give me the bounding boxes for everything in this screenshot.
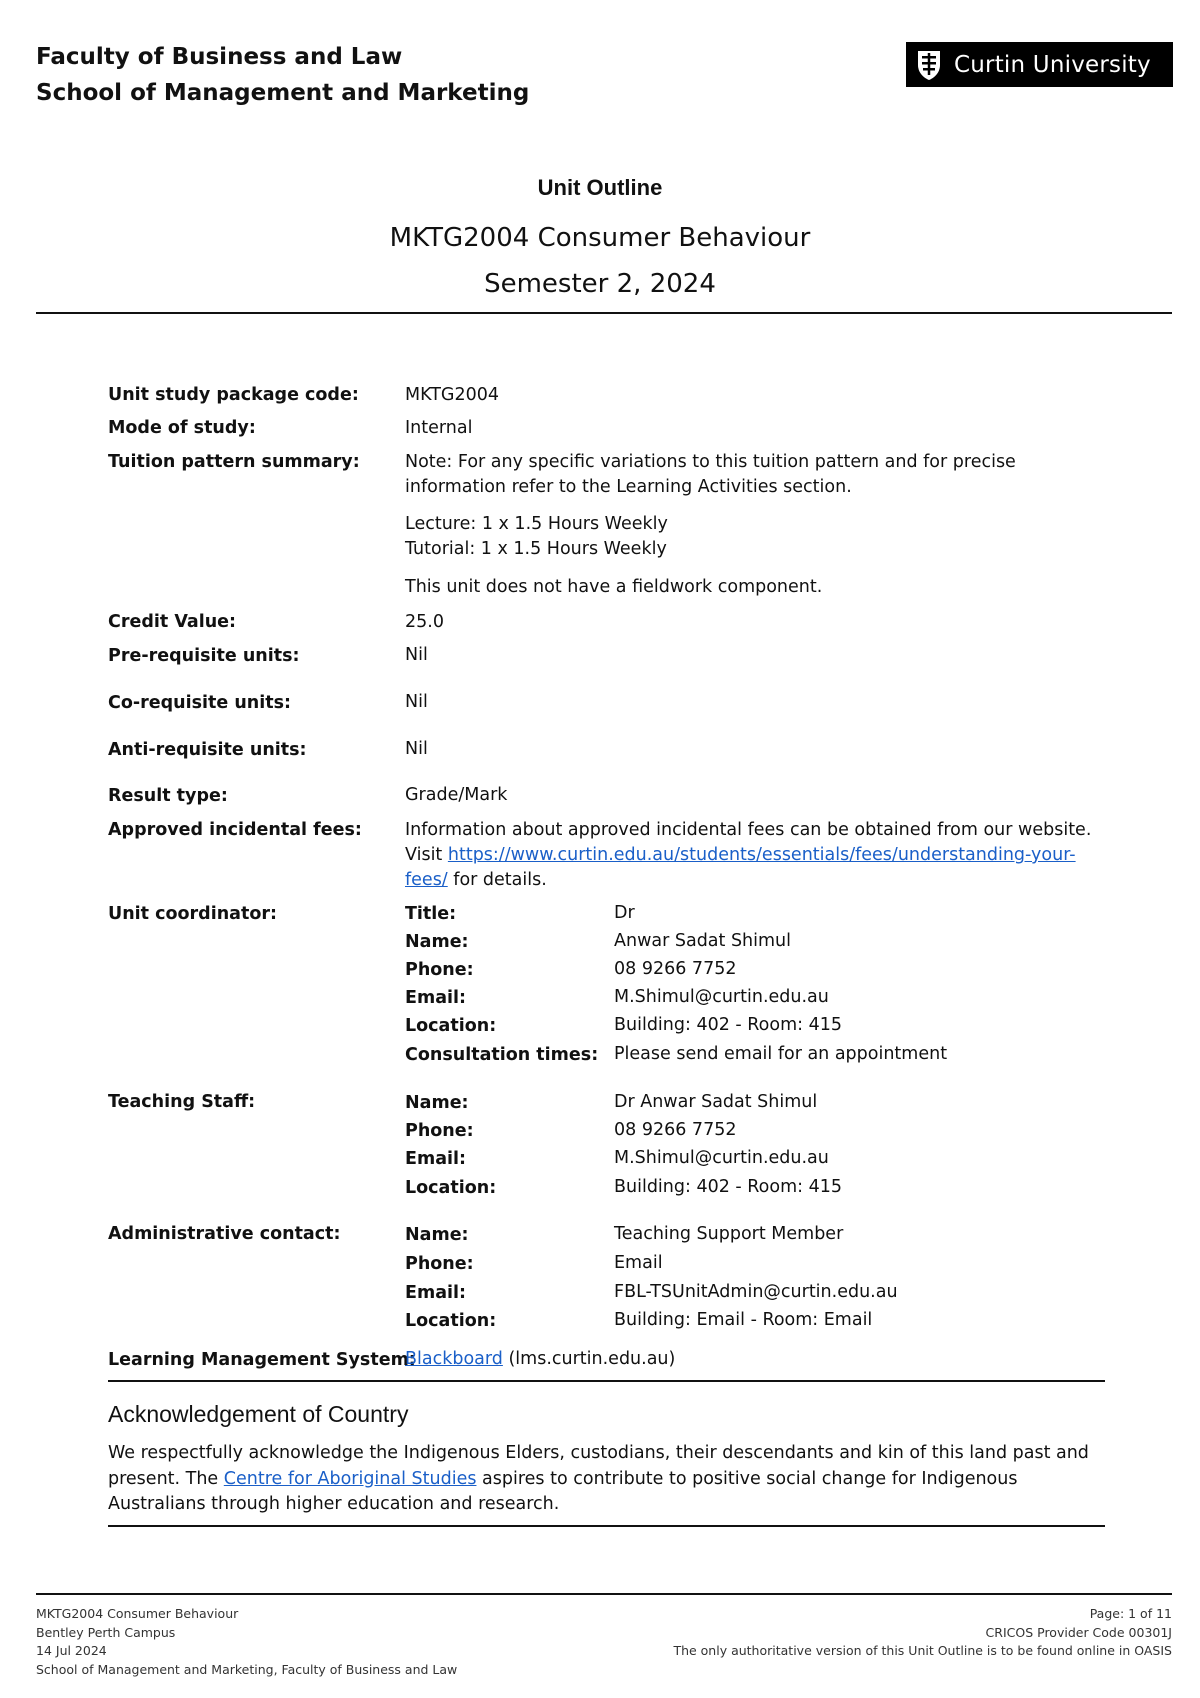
footer-authoritative: The only authoritative version of this Unit Outline is to be found online in OASIS <box>673 1643 1172 1658</box>
teaching-location-label: Location: <box>405 1178 497 1198</box>
admin-email: FBL-TSUnitAdmin@curtin.edu.au <box>614 1282 898 1302</box>
teaching-location: Building: 402 - Room: 415 <box>614 1177 842 1197</box>
lms-tail: (lms.curtin.edu.au) <box>508 1349 676 1369</box>
admin-location-label: Location: <box>405 1311 497 1331</box>
package-code-label: Unit study package code: <box>108 385 359 405</box>
footer-right <box>673 1605 1172 1661</box>
fees-link[interactable]: https://www.curtin.edu.au/students/essentials/fees/understanding-your-fees/ <box>405 845 1076 890</box>
teaching-name: Dr Anwar Sadat Shimul <box>614 1092 818 1112</box>
mode-label: Mode of study: <box>108 418 256 438</box>
coordinator-title-label: Title: <box>405 904 457 924</box>
coordinator-location: Building: 402 - Room: 415 <box>614 1015 842 1035</box>
coreq-label: Co-requisite units: <box>108 693 292 713</box>
coordinator-location-label: Location: <box>405 1016 497 1036</box>
admin-phone-label: Phone: <box>405 1254 474 1274</box>
credit-label: Credit Value: <box>108 612 237 632</box>
ack-bottom-divider <box>108 1525 1105 1527</box>
footer-cricos: CRICOS Provider Code 00301J <box>985 1624 1172 1640</box>
teaching-phone: 08 9266 7752 <box>614 1120 737 1140</box>
footer-unit: MKTG2004 Consumer Behaviour <box>36 1606 239 1621</box>
coordinator-label: Unit coordinator: <box>108 904 277 924</box>
teaching-email-label: Email: <box>405 1149 466 1169</box>
fees-label: Approved incidental fees: <box>108 820 362 840</box>
coordinator-phone-label: Phone: <box>405 960 474 980</box>
semester-title: Semester 2, 2024 <box>484 269 716 299</box>
ack-text-2: aspires to contribute to positive social change for Indigenous Australians through higher education and research. <box>108 1468 1018 1514</box>
admin-name-label: Name: <box>405 1225 469 1245</box>
page-title: Unit Outline <box>537 175 663 200</box>
aboriginal-studies-link[interactable]: Centre for Aboriginal Studies <box>223 1468 477 1489</box>
teaching-name-label: Name: <box>405 1093 469 1113</box>
prereq-value: Nil <box>405 645 428 665</box>
coordinator-name-label: Name: <box>405 932 469 952</box>
tuition-fieldwork: This unit does not have a fieldwork component. <box>405 577 823 597</box>
unit-title: MKTG2004 Consumer Behaviour <box>389 223 811 253</box>
result-value: Grade/Mark <box>405 785 508 805</box>
admin-email-label: Email: <box>405 1283 466 1303</box>
coordinator-title: Dr <box>614 903 635 923</box>
coordinator-consult-label: Consultation times: <box>405 1045 599 1065</box>
coordinator-consult: Please send email for an appointment <box>614 1044 948 1064</box>
blackboard-link[interactable]: Blackboard <box>405 1349 503 1369</box>
fees-tail: for details. <box>453 870 547 890</box>
lms-value <box>405 1349 675 1369</box>
prereq-label: Pre-requisite units: <box>108 646 300 666</box>
admin-phone: Email <box>614 1253 663 1273</box>
school-name: School of Management and Marketing <box>36 80 530 106</box>
fees-info: Information about approved incidental fees can be obtained from our website. <box>405 820 1092 840</box>
coordinator-email: M.Shimul@curtin.edu.au <box>614 987 829 1007</box>
footer-page: Page: 1 of 11 <box>1089 1606 1172 1621</box>
footer-left <box>36 1605 457 1679</box>
teaching-email: M.Shimul@curtin.edu.au <box>614 1148 829 1168</box>
coordinator-name: Anwar Sadat Shimul <box>614 931 792 951</box>
coordinator-phone: 08 9266 7752 <box>614 959 737 979</box>
coordinator-email-label: Email: <box>405 988 466 1008</box>
faculty-name: Faculty of Business and Law <box>36 44 403 70</box>
tuition-note: Note: For any specific variations to this tuition pattern and for precise information refer to the Learning Activities section. <box>405 452 1016 497</box>
teaching-label: Teaching Staff: <box>108 1092 256 1112</box>
teaching-phone-label: Phone: <box>405 1121 474 1141</box>
curtin-logo <box>906 42 1173 87</box>
tuition-tutorial: Tutorial: 1 x 1.5 Hours Weekly <box>405 539 667 559</box>
ack-paragraph <box>108 1441 1098 1518</box>
admin-label: Administrative contact: <box>108 1224 341 1244</box>
fees-text <box>405 818 1110 893</box>
footer-date: 14 Jul 2024 <box>36 1643 107 1658</box>
footer-divider <box>36 1593 1172 1595</box>
ack-top-divider <box>108 1380 1105 1382</box>
tuition-lecture: Lecture: 1 x 1.5 Hours Weekly <box>405 514 668 534</box>
title-divider <box>36 312 1172 314</box>
credit-value: 25.0 <box>405 612 444 632</box>
ack-text-1: We respectfully acknowledge the Indigenous Elders, custodians, their descendants and kin of this land past and present. The <box>108 1443 1089 1489</box>
ack-heading: Acknowledgement of Country <box>108 1401 409 1427</box>
crest-icon <box>916 49 942 81</box>
footer-school: School of Management and Marketing, Faculty of Business and Law <box>36 1661 458 1677</box>
tuition-label: Tuition pattern summary: <box>108 452 360 472</box>
antireq-label: Anti-requisite units: <box>108 740 307 760</box>
admin-location: Building: Email - Room: Email <box>614 1310 873 1330</box>
antireq-value: Nil <box>405 739 428 759</box>
result-label: Result type: <box>108 786 228 806</box>
lms-label: Learning Management System: <box>108 1350 416 1370</box>
coreq-value: Nil <box>405 692 428 712</box>
package-code-value: MKTG2004 <box>405 385 500 405</box>
logo-text: Curtin University <box>954 51 1151 78</box>
mode-value: Internal <box>405 418 473 438</box>
fees-visit: Visit <box>405 845 443 865</box>
footer-campus: Bentley Perth Campus <box>36 1624 176 1640</box>
admin-name: Teaching Support Member <box>614 1224 844 1244</box>
